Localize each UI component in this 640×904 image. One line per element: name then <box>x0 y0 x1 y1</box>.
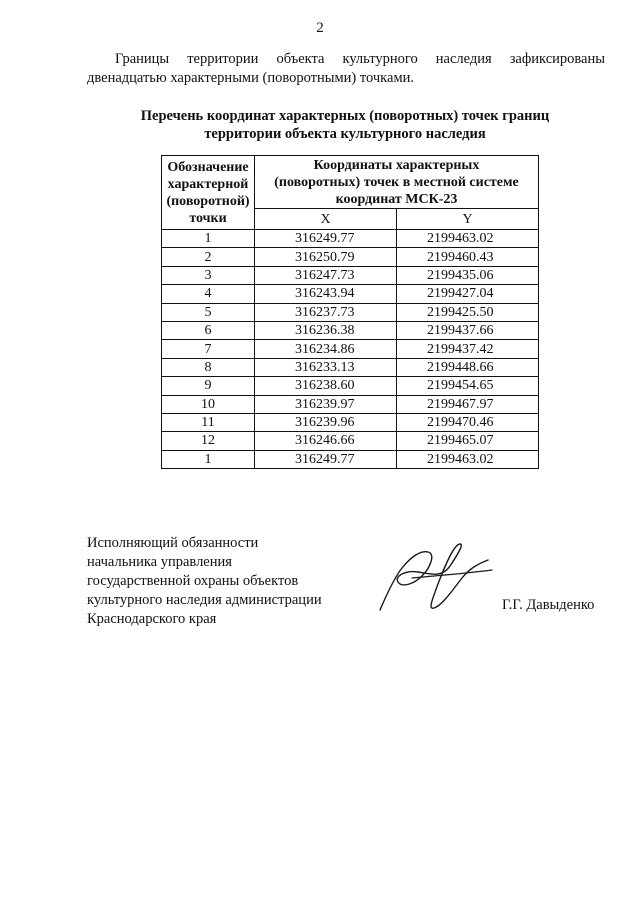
header-line: (поворотных) точек в местной системе <box>274 174 519 190</box>
header-line: характерной <box>167 176 249 192</box>
point-cell: 8 <box>162 358 255 376</box>
table-row <box>162 340 539 358</box>
signer-line: Исполняющий обязанности <box>87 535 259 551</box>
x-cell: 316237.73 <box>255 303 397 321</box>
y-cell: 2199435.06 <box>397 266 539 284</box>
signer-line: начальника управления <box>87 554 232 570</box>
y-cell: 2199463.02 <box>397 450 539 468</box>
point-cell: 9 <box>162 377 255 395</box>
table-row <box>162 377 539 395</box>
point-cell: 1 <box>162 230 255 248</box>
coordinates-table <box>161 155 539 469</box>
point-cell: 6 <box>162 321 255 339</box>
x-cell: 316246.66 <box>255 432 397 450</box>
point-cell: 7 <box>162 340 255 358</box>
table-row <box>162 450 539 468</box>
signer-line: культурного наследия администрации <box>87 592 322 608</box>
header-line: точки <box>189 210 227 226</box>
x-cell: 316236.38 <box>255 321 397 339</box>
y-cell: 2199454.65 <box>397 377 539 395</box>
header-x: X <box>255 209 397 230</box>
header-y: Y <box>397 209 539 230</box>
y-cell: 2199448.66 <box>397 358 539 376</box>
table-row <box>162 230 539 248</box>
x-cell: 316249.77 <box>255 230 397 248</box>
signer-position <box>87 534 387 629</box>
y-cell: 2199437.66 <box>397 321 539 339</box>
header-point-designation <box>162 156 255 230</box>
x-cell: 316247.73 <box>255 266 397 284</box>
y-cell: 2199463.02 <box>397 230 539 248</box>
table-row <box>162 413 539 431</box>
y-cell: 2199425.50 <box>397 303 539 321</box>
header-line: (поворотной) <box>166 193 250 209</box>
intro-paragraph: Границы территории объекта культурного наследия зафиксированы двенадцатью характерными (поворотными) точками. <box>87 51 605 86</box>
point-cell: 12 <box>162 432 255 450</box>
table-row <box>162 321 539 339</box>
point-cell: 4 <box>162 285 255 303</box>
y-cell: 2199460.43 <box>397 248 539 266</box>
table-title-line: территории объекта культурного наследия <box>204 126 486 142</box>
header-coordinates <box>255 156 539 209</box>
header-line: координат МСК-23 <box>335 191 458 207</box>
y-cell: 2199467.97 <box>397 395 539 413</box>
x-cell: 316239.97 <box>255 395 397 413</box>
header-line: Обозначение <box>167 159 249 175</box>
table-title <box>90 107 600 143</box>
table-row <box>162 358 539 376</box>
x-cell: 316234.86 <box>255 340 397 358</box>
y-cell: 2199427.04 <box>397 285 539 303</box>
x-cell: 316250.79 <box>255 248 397 266</box>
point-cell: 3 <box>162 266 255 284</box>
page-number: 2 <box>316 20 324 36</box>
x-cell: 316239.96 <box>255 413 397 431</box>
y-cell: 2199437.42 <box>397 340 539 358</box>
point-cell: 2 <box>162 248 255 266</box>
table-row <box>162 432 539 450</box>
x-cell: 316238.60 <box>255 377 397 395</box>
table-row <box>162 395 539 413</box>
signer-line: государственной охраны объектов <box>87 573 299 589</box>
point-cell: 5 <box>162 303 255 321</box>
point-cell: 11 <box>162 413 255 431</box>
signer-name: Г.Г. Давыденко <box>502 597 595 613</box>
signer-line: Краснодарского края <box>87 611 217 627</box>
table-row <box>162 266 539 284</box>
point-cell: 10 <box>162 395 255 413</box>
point-cell: 1 <box>162 450 255 468</box>
handwritten-signature <box>372 538 497 618</box>
table-title-line: Перечень координат характерных (поворотных) точек границ <box>140 108 550 124</box>
table-row <box>162 303 539 321</box>
x-cell: 316233.13 <box>255 358 397 376</box>
y-cell: 2199470.46 <box>397 413 539 431</box>
header-line: Координаты характерных <box>313 157 480 173</box>
table-row <box>162 285 539 303</box>
table-row <box>162 248 539 266</box>
y-cell: 2199465.07 <box>397 432 539 450</box>
x-cell: 316249.77 <box>255 450 397 468</box>
x-cell: 316243.94 <box>255 285 397 303</box>
